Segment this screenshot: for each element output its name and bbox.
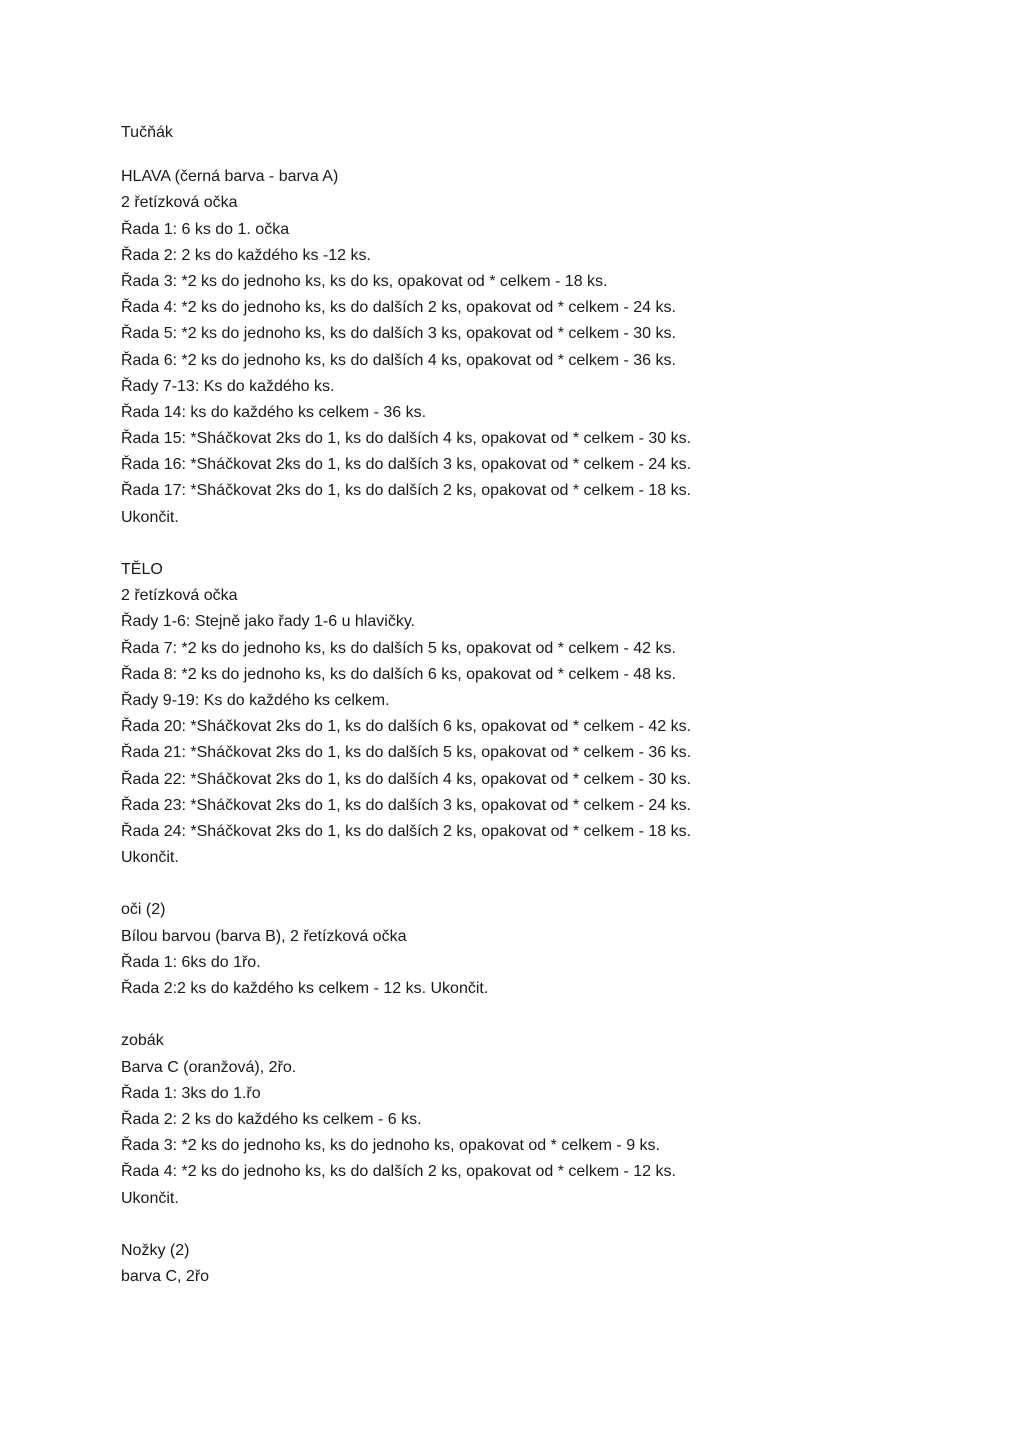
instruction-line: Ukončit.: [121, 508, 179, 526]
instruction-line: Bílou barvou (barva B), 2 řetízková očka: [121, 927, 407, 945]
spacer: [121, 871, 921, 897]
instruction-line: Řada 15: *Sháčkovat 2ks do 1, ks do dalších 4 ks, opakovat od * celkem - 30 ks.: [121, 430, 692, 448]
instruction-line: Barva C (oranžová), 2řo.: [121, 1058, 297, 1076]
sections-container: [121, 164, 921, 1290]
section-heading: TĚLO: [121, 561, 163, 578]
instruction-line: Řada 1: 6ks do 1řo.: [121, 953, 261, 971]
instruction-line: Řada 6: *2 ks do jednoho ks, ks do dalších 4 ks, opakovat od * celkem - 36 ks.: [121, 351, 676, 369]
instruction-line: Ukončit.: [121, 849, 179, 867]
instruction-line: Řada 24: *Sháčkovat 2ks do 1, ks do dalších 2 ks, opakovat od * celkem - 18 ks.: [121, 822, 692, 840]
instruction-line: Řada 23: *Sháčkovat 2ks do 1, ks do dalších 3 ks, opakovat od * celkem - 24 ks.: [121, 796, 692, 814]
instruction-line: Řada 1: 3ks do 1.řo: [121, 1084, 261, 1102]
instruction-line: Řada 21: *Sháčkovat 2ks do 1, ks do dalších 5 ks, opakovat od * celkem - 36 ks.: [121, 744, 692, 762]
instruction-line: Řady 1-6: Stejně jako řady 1-6 u hlavičky.: [121, 613, 416, 631]
section: [121, 1028, 921, 1211]
instruction-line: Řada 2: 2 ks do každého ks -12 ks.: [121, 246, 371, 264]
section: [121, 557, 921, 871]
instruction-line: 2 řetízková očka: [121, 587, 238, 605]
document-title: Tučňák: [121, 124, 173, 141]
instruction-line: Řada 4: *2 ks do jednoho ks, ks do dalších 2 ks, opakovat od * celkem - 12 ks.: [121, 1163, 676, 1181]
spacer: [121, 1212, 921, 1238]
document-page: [121, 120, 921, 1290]
spacer: [121, 1002, 921, 1028]
section: [121, 1238, 921, 1290]
instruction-line: Řady 7-13: Ks do každého ks.: [121, 377, 335, 395]
spacer: [121, 531, 921, 557]
instruction-line: barva C, 2řo: [121, 1268, 210, 1286]
instruction-line: Řada 8: *2 ks do jednoho ks, ks do dalších 6 ks, opakovat od * celkem - 48 ks.: [121, 665, 676, 683]
instruction-line: Řada 2:2 ks do každého ks celkem - 12 ks. Ukončit.: [121, 980, 489, 997]
instruction-line: Řada 1: 6 ks do 1. očka: [121, 220, 290, 238]
instruction-line: Řada 3: *2 ks do jednoho ks, ks do ks, opakovat od * celkem - 18 ks.: [121, 272, 608, 290]
section: [121, 897, 921, 1002]
instruction-line: Řada 14: ks do každého ks celkem - 36 ks.: [121, 403, 427, 421]
spacer: [121, 146, 921, 164]
instruction-line: Řada 5: *2 ks do jednoho ks, ks do dalších 3 ks, opakovat od * celkem - 30 ks.: [121, 325, 676, 343]
instruction-line: Ukončit.: [121, 1189, 179, 1207]
instruction-line: Řada 7: *2 ks do jednoho ks, ks do dalších 5 ks, opakovat od * celkem - 42 ks.: [121, 639, 676, 657]
instruction-line: Řada 20: *Sháčkovat 2ks do 1, ks do dalších 6 ks, opakovat od * celkem - 42 ks.: [121, 718, 692, 736]
instruction-line: Řada 4: *2 ks do jednoho ks, ks do dalších 2 ks, opakovat od * celkem - 24 ks.: [121, 299, 676, 317]
section-heading: oči (2): [121, 901, 166, 919]
section-heading: Nožky (2): [121, 1241, 190, 1259]
section: [121, 164, 921, 531]
instruction-line: Řada 16: *Sháčkovat 2ks do 1, ks do dalších 3 ks, opakovat od * celkem - 24 ks.: [121, 456, 692, 474]
instruction-line: Řada 3: *2 ks do jednoho ks, ks do jednoho ks, opakovat od * celkem - 9 ks.: [121, 1137, 660, 1155]
section-heading: HLAVA (černá barva - barva A): [121, 168, 339, 186]
instruction-line: Řada 2: 2 ks do každého ks celkem - 6 ks.: [121, 1110, 422, 1128]
instruction-line: Řada 22: *Sháčkovat 2ks do 1, ks do dalších 4 ks, opakovat od * celkem - 30 ks.: [121, 770, 692, 788]
instruction-line: Řady 9-19: Ks do každého ks celkem.: [121, 691, 390, 709]
instruction-line: 2 řetízková očka: [121, 194, 238, 212]
instruction-line: Řada 17: *Sháčkovat 2ks do 1, ks do dalších 2 ks, opakovat od * celkem - 18 ks.: [121, 482, 692, 500]
section-heading: zobák: [121, 1032, 164, 1050]
